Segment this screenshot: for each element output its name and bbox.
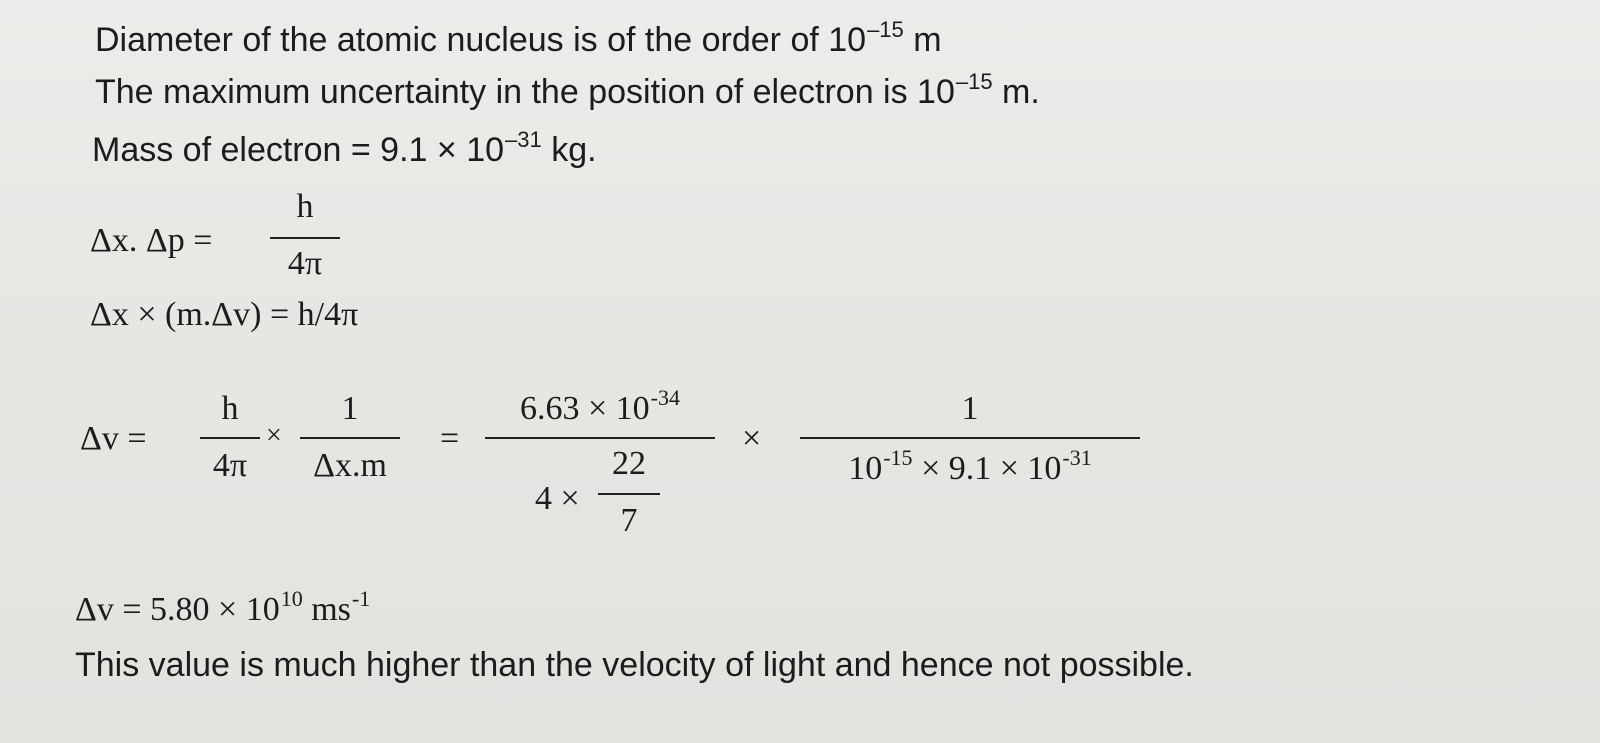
eq3-fraction3-numerator-base: 6.63 × 10 [519,390,650,427]
eq3-fraction4-denominator-exponent-a: -15 [883,445,913,470]
velocity-result-text: Δv = 5.80 × 10 [75,591,280,628]
eq3-fraction3-numerator [485,385,715,428]
velocity-result-exponent: 10 [280,586,303,611]
position-uncertainty-text: The maximum uncertainty in the position of electron is 10 [95,73,955,111]
eq3-fraction4-denominator [800,445,1140,488]
eq1-denominator: 4π [287,245,323,282]
eq1-numerator: h [296,188,314,225]
eq3-fraction4-denominator-exponent-b: -31 [1062,445,1092,470]
position-uncertainty-unit: m. [1002,73,1040,111]
velocity-result-line [75,586,371,633]
eq3-fraction3-bar [485,437,715,439]
eq1-fraction-bar [270,237,340,239]
eq1-lhs: Δx. Δp = [90,222,213,259]
eq3-fraction4-numerator: 1 [961,390,979,427]
momentum-substitution-equation: Δx × (m.Δv) = h/4π [90,296,359,333]
eq3-fraction1-denominator: 4π [212,447,248,484]
position-uncertainty-line [95,69,1040,116]
eq3-fraction1-numerator: h [221,390,239,427]
eq3-fraction4-denominator-base-b: × 9.1 × 10 [921,450,1062,487]
nucleus-diameter-unit: m [913,21,942,59]
eq3-fraction3-denominator-lead: 4 × [535,480,580,517]
eq3-nested-fraction-bar [598,493,660,495]
velocity-result-unit-exponent: -1 [351,586,371,611]
electron-mass-text: Mass of electron = 9.1 × 10 [92,131,505,169]
eq3-fraction4-denominator-base-a: 10 [848,450,883,487]
eq3-nested-fraction-denominator: 7 [620,502,638,539]
eq3-fraction4-bar [800,437,1140,439]
eq3-fraction2-denominator: Δx.m [313,447,387,484]
eq3-fraction2-numerator: 1 [341,390,359,427]
eq3-fraction3-numerator-exponent: -34 [650,385,680,410]
nucleus-diameter-line [95,17,942,64]
velocity-result-unit: ms [311,591,351,628]
conclusion-text: This value is much higher than the velocity of light and hence not possible. [75,646,1194,684]
electron-mass-line [92,127,597,174]
position-uncertainty-exponent: –15 [955,69,993,94]
eq3-times-2: × [742,420,762,457]
eq3-times-1: × [266,420,282,451]
nucleus-diameter-exponent: –15 [867,17,904,42]
eq3-nested-fraction-numerator: 22 [612,445,646,482]
eq3-fraction1-bar [200,437,260,439]
eq3-equals: = [440,420,460,457]
electron-mass-exponent: –31 [505,127,542,152]
nucleus-diameter-text: Diameter of the atomic nucleus is of the order of 10 [95,21,867,59]
eq3-fraction2-bar [300,437,400,439]
electron-mass-unit: kg. [551,131,597,169]
eq3-lhs: Δv = [80,420,147,457]
